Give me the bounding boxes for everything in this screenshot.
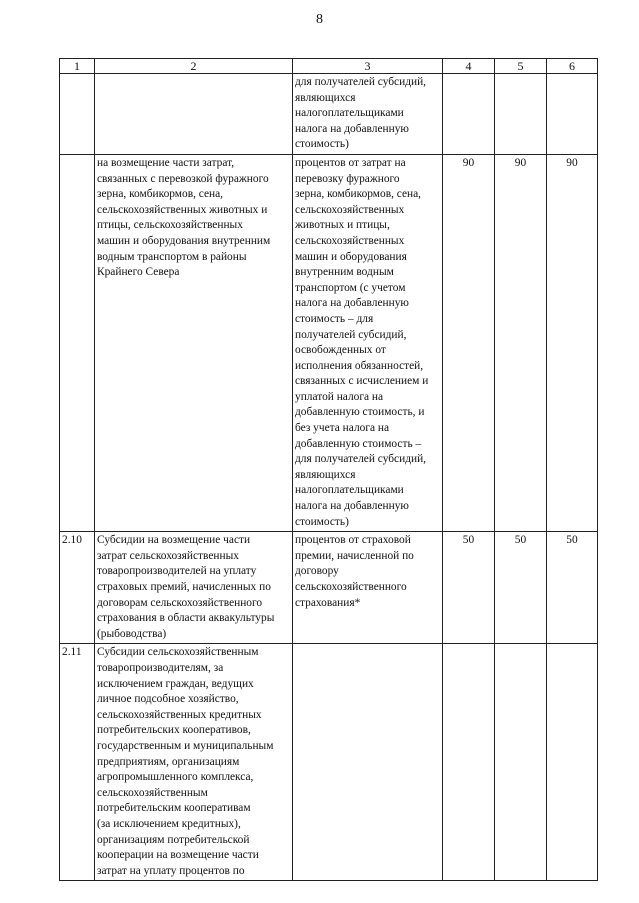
row-value-col4: 50: [443, 532, 495, 644]
row-value-col5: [495, 74, 547, 155]
row-value-col4: [443, 644, 495, 881]
row-code: [60, 154, 95, 531]
row-value-col5: 90: [495, 154, 547, 531]
table-row: [60, 154, 598, 531]
row-value-col5: [495, 644, 547, 881]
header-col-1: 1: [60, 59, 95, 74]
row-value-col4: 90: [443, 154, 495, 531]
row-rate-description: [293, 644, 443, 881]
page-number: 8: [316, 12, 323, 27]
row-code: 2.11: [60, 644, 95, 881]
table-header-row: [60, 59, 598, 74]
row-name: [95, 74, 293, 155]
row-rate-description: для получателей субсидий, являющихся налогоплательщиками налога на добавленную стоимость): [293, 74, 443, 155]
header-col-4: 4: [443, 59, 495, 74]
header-col-6: 6: [547, 59, 598, 74]
table-row: [60, 532, 598, 644]
row-value-col4: [443, 74, 495, 155]
table-row: [60, 644, 598, 881]
row-value-col6: [547, 74, 598, 155]
row-value-col6: 90: [547, 154, 598, 531]
table-row: [60, 74, 598, 155]
header-col-2: 2: [95, 59, 293, 74]
row-code: [60, 74, 95, 155]
row-value-col6: 50: [547, 532, 598, 644]
row-rate-description: процентов от затрат на перевозку фуражного зерна, комбикормов, сена, сельскохозяйственных животных и птицы, сельскохозяйственных машин и оборудования внутренним водным транспортом (с учетом налога на добавленную стоимость – для получателей субсидий, освобожденных от исполнения обязанностей, связанных с исчислением и уплатой налога на добавленную стоимость, и без учета налога на добавленную стоимость – для получателей субсидий, являющихся налогоплательщиками налога на добавленную стоимость): [293, 154, 443, 531]
row-code: 2.10: [60, 532, 95, 644]
row-rate-description: процентов от страховой премии, начисленной по договору сельскохозяйственного страхования*: [293, 532, 443, 644]
subsidy-table: [59, 58, 598, 881]
row-name: Субсидии сельскохозяйственным товаропроизводителям, за исключением граждан, ведущих личное подсобное хозяйство, сельскохозяйственных кредитных потребительских кооперативов, государственным и муниципальным предприятиям, организациям агропромышленного комплекса, сельскохозяйственным потребительским кооперативам (за исключением кредитных), организациям потребительской кооперации на возмещение части затрат на уплату процентов по: [95, 644, 293, 881]
row-name: на возмещение части затрат, связанных с перевозкой фуражного зерна, комбикормов, сена, сельскохозяйственных животных и птицы, сельскохозяйственных машин и оборудования внутренним водным транспортом в районы Крайнего Севера: [95, 154, 293, 531]
row-name: Субсидии на возмещение части затрат сельскохозяйственных товаропроизводителей на уплату страховых премий, начисленных по договорам сельскохозяйственного страхования в области аквакультуры (рыбоводства): [95, 532, 293, 644]
header-col-3: 3: [293, 59, 443, 74]
header-col-5: 5: [495, 59, 547, 74]
row-value-col5: 50: [495, 532, 547, 644]
row-value-col6: [547, 644, 598, 881]
